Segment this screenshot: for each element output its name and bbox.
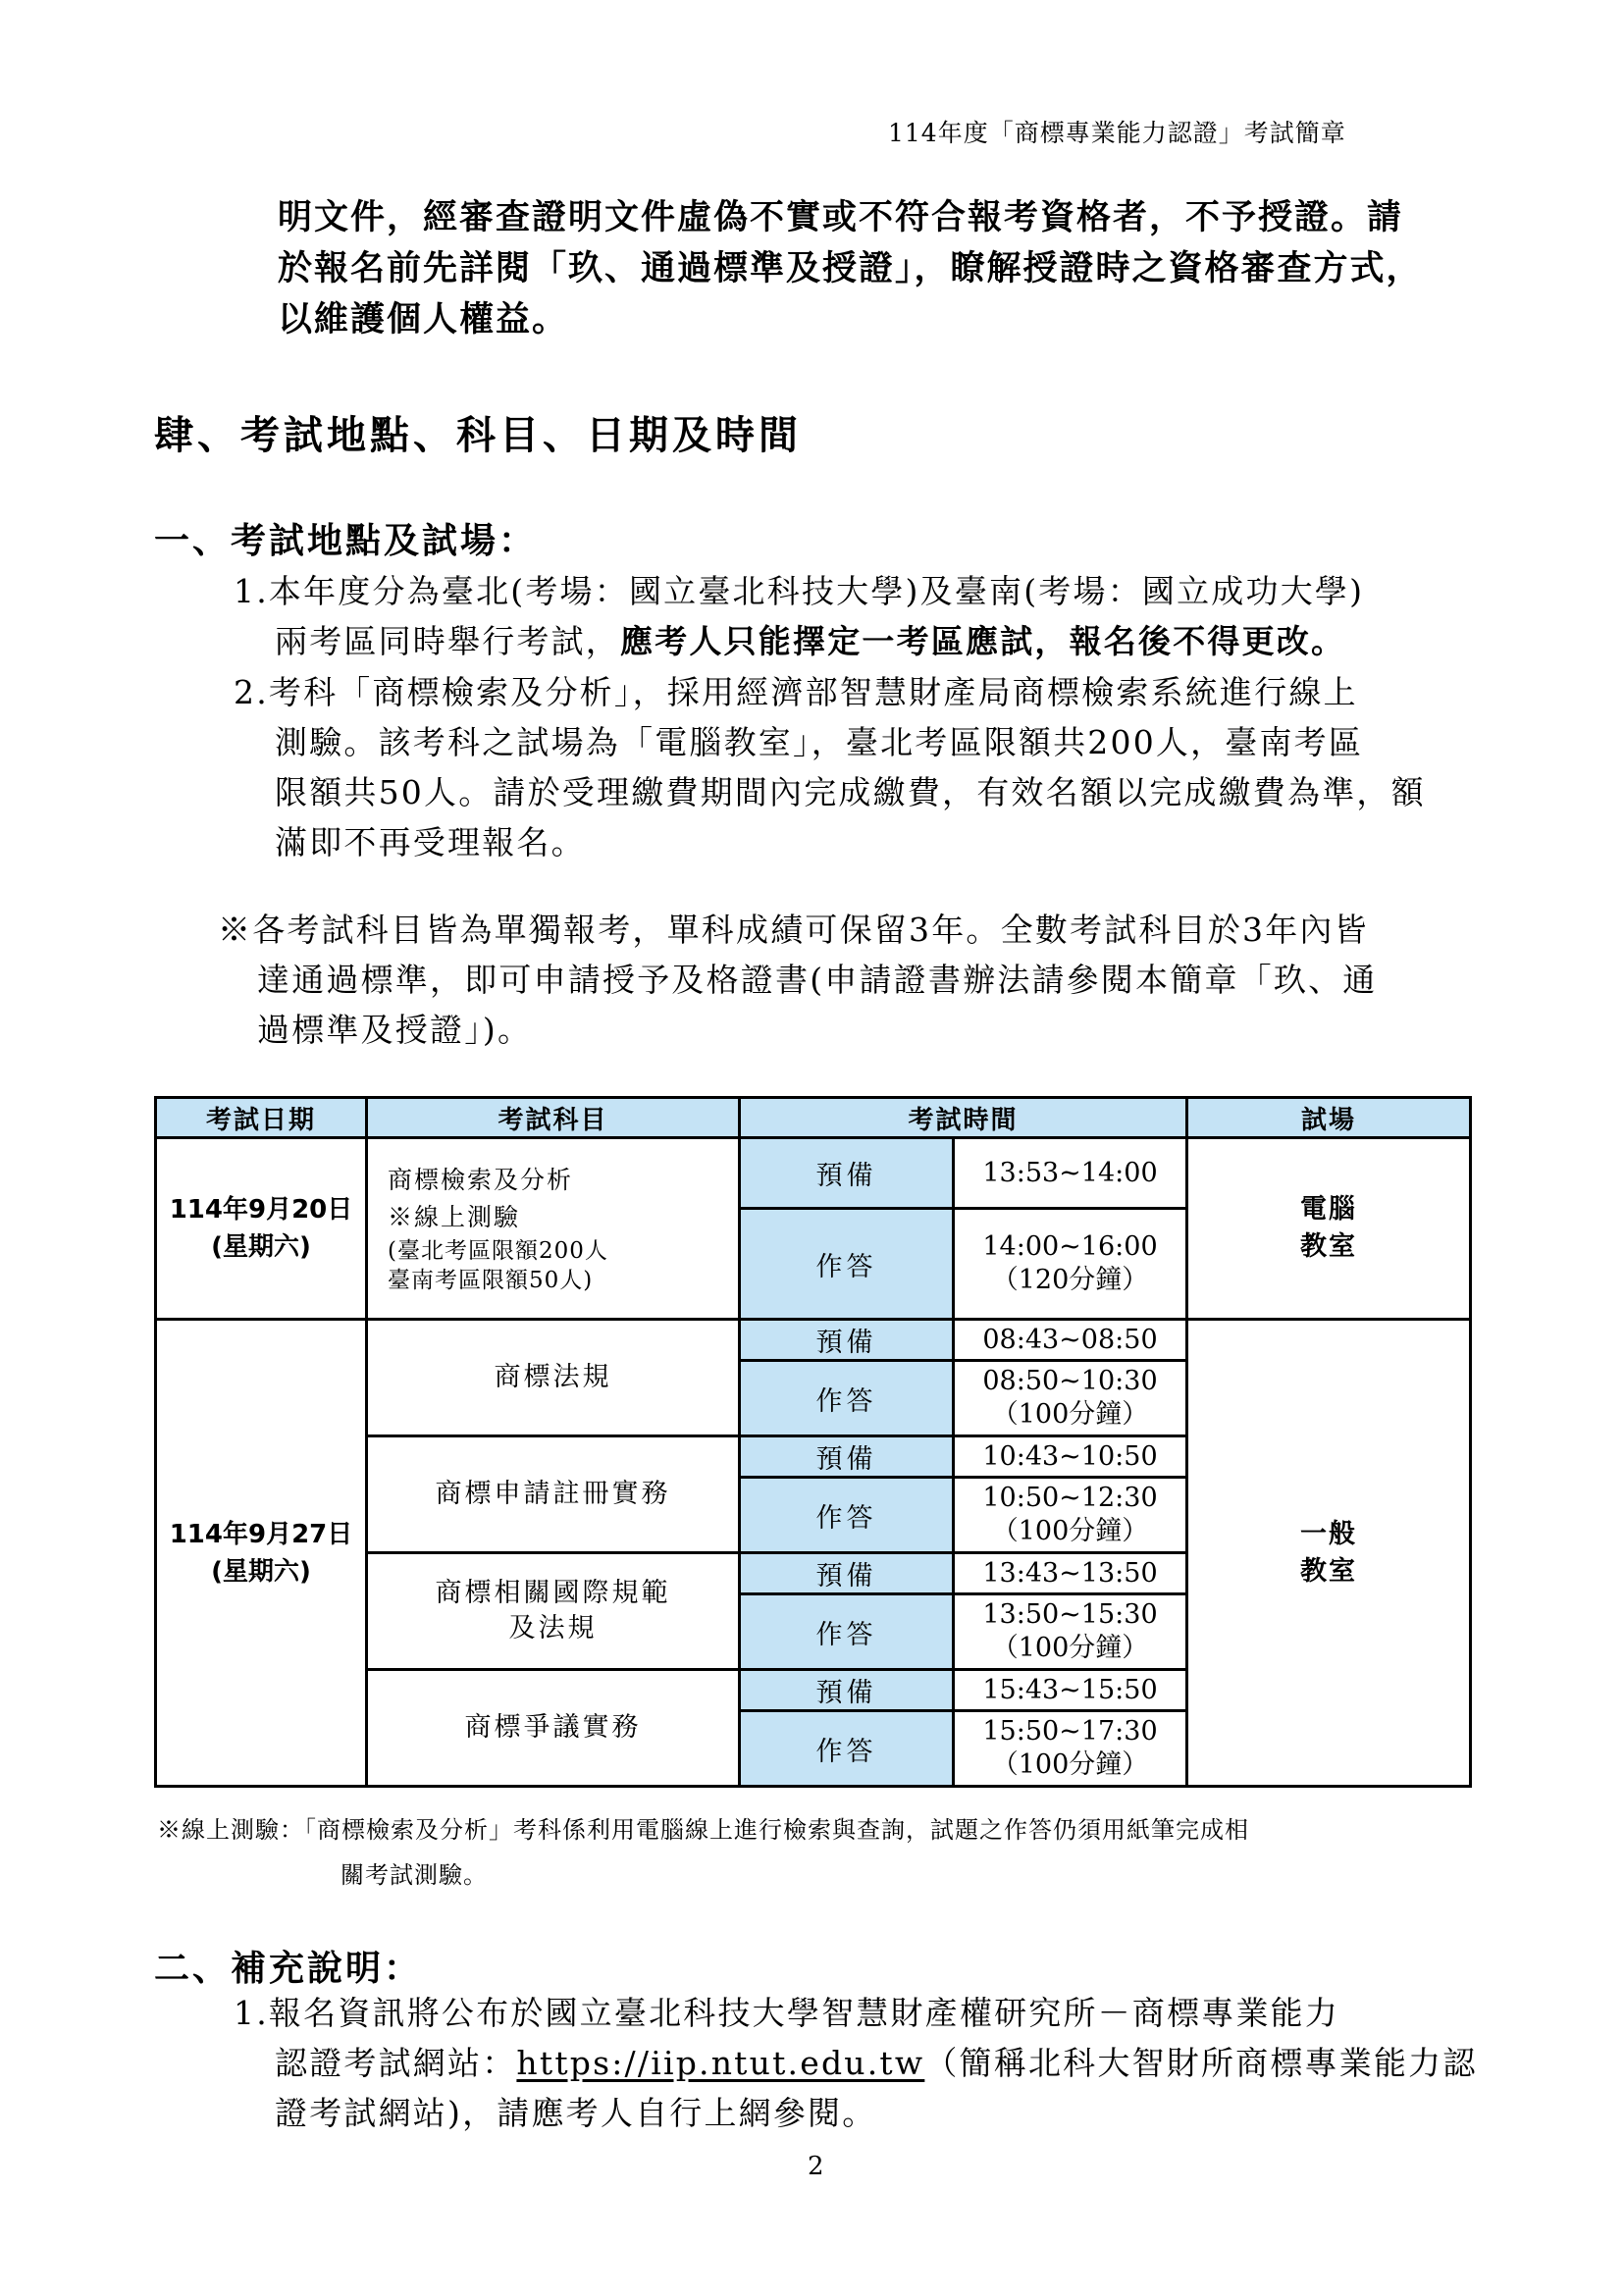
venue-cell <box>1187 1320 1471 1787</box>
phase-prep: 預備 <box>740 1436 954 1478</box>
subject-cell <box>367 1436 740 1553</box>
exam-time-cell <box>954 1711 1187 1787</box>
prep-time: 13:43~13:50 <box>954 1553 1187 1594</box>
date-cell <box>156 1320 367 1787</box>
exam-duration: （100分鐘） <box>991 1399 1149 1430</box>
table-header-row <box>156 1098 1471 1138</box>
header-venue: 試場 <box>1187 1098 1471 1138</box>
table-row <box>156 1320 1471 1361</box>
intro-line: 於報名前先詳閱「玖、通過標準及授證」，瞭解授證時之資格審查方式， <box>278 249 1423 288</box>
exam-date: 114年9月27日 <box>169 1519 353 1549</box>
exam-time: 08:50~10:30 <box>982 1366 1158 1396</box>
exam-date: 114年9月20日 <box>169 1195 353 1225</box>
footnote-line: 關考試測驗。 <box>341 1861 488 1889</box>
list-item-line <box>234 2038 1478 2088</box>
exam-duration: （100分鐘） <box>991 1749 1149 1780</box>
text-normal: 兩考區同時舉行考試， <box>275 622 620 660</box>
note-line: 達通過標準，即可申請授予及格證書(申請證書辦法請參閱本簡章「玖、通 <box>257 961 1378 999</box>
subject-name: 商標相關國際規範 <box>435 1578 671 1608</box>
exam-weekday: (星期六) <box>211 1232 311 1262</box>
subject-cell <box>367 1553 740 1670</box>
header-date: 考試日期 <box>156 1098 367 1138</box>
header-subject: 考試科目 <box>367 1098 740 1138</box>
phase-exam: 作答 <box>740 1594 954 1670</box>
subject-quota: 臺南考區限額50人) <box>388 1268 594 1293</box>
website-link[interactable]: https://iip.ntut.edu.tw <box>516 2044 925 2082</box>
venue-line: 電腦 <box>1300 1194 1357 1225</box>
list-item-line: 滿即不再受理報名。 <box>275 823 586 861</box>
phase-prep: 預備 <box>740 1670 954 1711</box>
exam-time: 13:50~15:30 <box>982 1599 1158 1630</box>
intro-paragraph <box>278 192 1485 345</box>
prep-time: 08:43~08:50 <box>954 1320 1187 1361</box>
exam-schedule-table <box>154 1096 1472 1788</box>
phase-exam: 作答 <box>740 1478 954 1553</box>
exam-duration: （120分鐘） <box>991 1265 1149 1295</box>
list-item-line: 限額共50人。請於受理繳費期間內完成繳費，有效名額以完成繳費為準，額 <box>275 773 1426 811</box>
phase-exam: 作答 <box>740 1209 954 1320</box>
header-time: 考試時間 <box>740 1098 1187 1138</box>
exam-time-cell <box>954 1209 1187 1320</box>
note-line: ※各考試科目皆為單獨報考，單科成績可保留3年。全數考試科目於3年內皆 <box>218 911 1369 949</box>
prep-time: 10:43~10:50 <box>954 1436 1187 1478</box>
exam-time-cell <box>954 1478 1187 1553</box>
list-item-line: 2.考科「商標檢索及分析」，採用經濟部智慧財產局商標檢索系統進行線上 <box>234 673 1358 711</box>
exam-time-cell <box>954 1594 1187 1670</box>
section-title: 肆、考試地點、科目、日期及時間 <box>154 413 802 458</box>
text-emphasis: 應考人只能擇定一考區應試，報名後不得更改。 <box>620 622 1346 660</box>
note-line: 過標準及授證」)。 <box>257 1011 533 1049</box>
intro-line: 明文件，經審查證明文件虛偽不實或不符合報考資格者，不予授證。請 <box>278 198 1404 237</box>
subject-name: 商標檢索及分析 <box>388 1166 574 1194</box>
subsection-title-supplement: 二、補充說明： <box>154 1949 423 1989</box>
phase-exam: 作答 <box>740 1361 954 1436</box>
prep-time: 15:43~15:50 <box>954 1670 1187 1711</box>
venue-cell <box>1187 1138 1471 1320</box>
subject-cell <box>367 1138 740 1320</box>
list-item-line: 證考試網站)，請應考人自行上網參閱。 <box>275 2094 877 2132</box>
phase-prep: 預備 <box>740 1138 954 1209</box>
exam-duration: （100分鐘） <box>991 1633 1149 1663</box>
exam-time: 15:50~17:30 <box>982 1716 1158 1747</box>
note-score-retention <box>218 905 1377 1055</box>
intro-line: 以維護個人權益。 <box>278 300 569 339</box>
list-item-online-exam <box>234 667 1426 867</box>
exam-time-cell <box>954 1361 1187 1436</box>
venue-line: 教室 <box>1300 1231 1357 1262</box>
running-header: 114年度「商標專業能力認證」考試簡章 <box>888 119 1346 147</box>
exam-weekday: (星期六) <box>211 1556 311 1587</box>
venue-line: 教室 <box>1300 1555 1357 1587</box>
list-item-line: 1.報名資訊將公布於國立臺北科技大學智慧財產權研究所－商標專業能力 <box>234 1994 1340 2032</box>
subject-name: 商標法規 <box>494 1362 612 1392</box>
subject-quota: (臺北考區限額200人 <box>388 1238 608 1264</box>
subsection-title-locations: 一、考試地點及試場： <box>154 521 538 561</box>
subject-name: 商標爭議實務 <box>464 1712 642 1743</box>
phase-exam: 作答 <box>740 1711 954 1787</box>
phase-prep: 預備 <box>740 1553 954 1594</box>
subject-cell <box>367 1670 740 1787</box>
subject-cell <box>367 1320 740 1436</box>
exam-time: 14:00~16:00 <box>982 1231 1158 1262</box>
exam-time: 10:50~12:30 <box>982 1483 1158 1513</box>
phase-prep: 預備 <box>740 1320 954 1361</box>
text-normal: （簡稱北科大智財所商標專業能力認 <box>924 2044 1478 2082</box>
list-item-line <box>234 616 1364 666</box>
date-cell <box>156 1138 367 1320</box>
venue-line: 一般 <box>1300 1518 1357 1549</box>
footnote-line: ※線上測驗：「商標檢索及分析」考科係利用電腦線上進行檢索與查詢，試題之作答仍須用紙筆完成相 <box>157 1816 1249 1844</box>
list-item-registration-info <box>234 1988 1478 2138</box>
prep-time: 13:53~14:00 <box>954 1138 1187 1209</box>
exam-duration: （100分鐘） <box>991 1516 1149 1546</box>
list-item-exam-areas <box>234 566 1364 666</box>
subject-mode: ※線上測驗 <box>388 1203 521 1231</box>
table-row <box>156 1138 1471 1209</box>
list-item-line: 1.本年度分為臺北(考場：國立臺北科技大學)及臺南(考場：國立成功大學) <box>234 572 1365 610</box>
table-footnote <box>157 1807 1249 1898</box>
list-item-line: 測驗。該考科之試場為「電腦教室」，臺北考區限額共200人，臺南考區 <box>275 723 1364 761</box>
subject-name: 及法規 <box>508 1613 598 1643</box>
subject-name: 商標申請註冊實務 <box>435 1479 671 1509</box>
text-normal: 認證考試網站： <box>275 2044 517 2082</box>
page-number: 2 <box>808 2152 824 2181</box>
